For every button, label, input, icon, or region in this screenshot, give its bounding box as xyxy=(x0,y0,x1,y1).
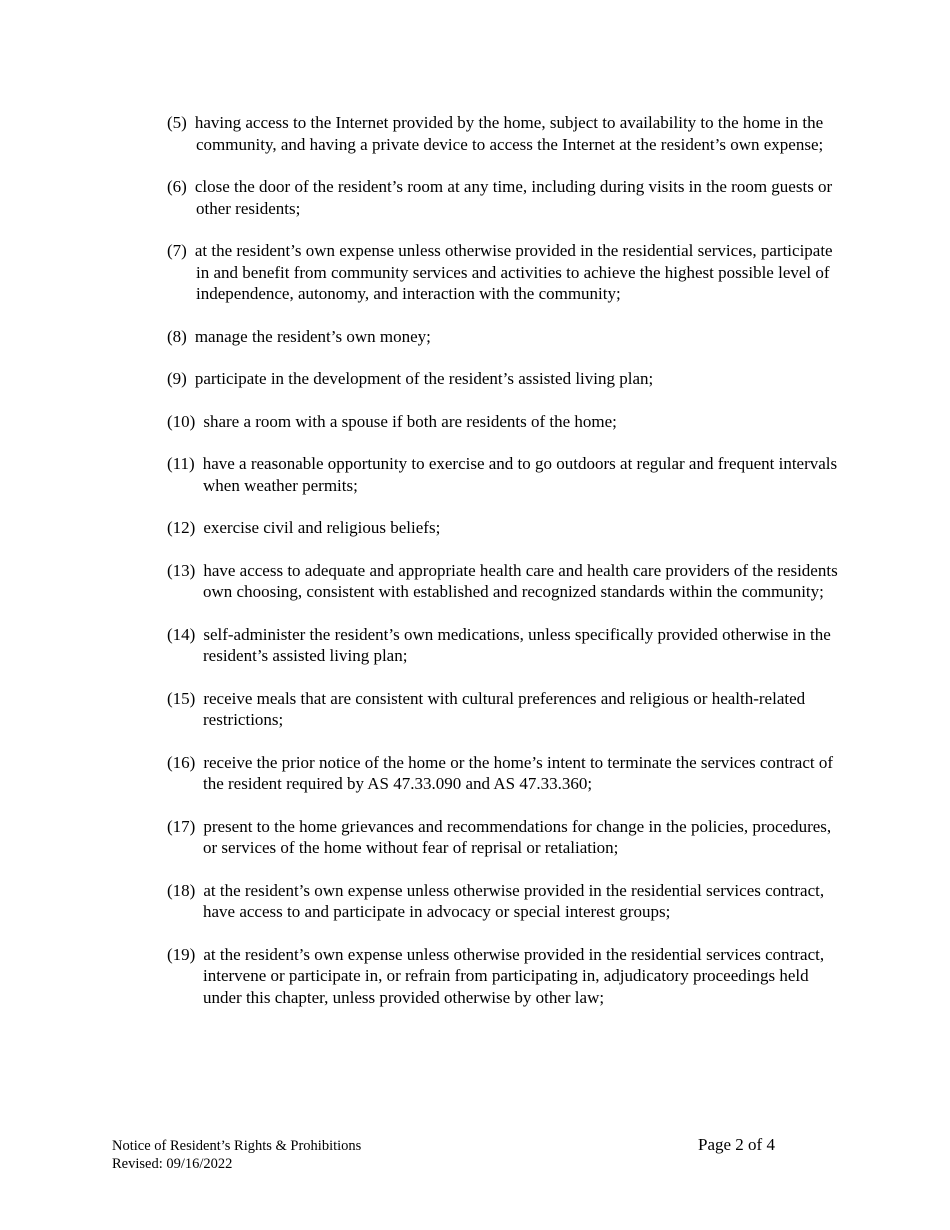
right-item-8 xyxy=(167,326,847,348)
item-text: self-administer the resident’s own medications, unless specifically provided otherwise in the resident’s assisted living plan; xyxy=(203,624,831,665)
item-text: have a reasonable opportunity to exercise and to go outdoors at regular and frequent intervals when weather permits; xyxy=(202,454,838,495)
item-text: close the door of the resident’s room at any time, including during visits in the room guests or other residents; xyxy=(194,177,833,218)
item-number: (10) xyxy=(167,411,196,431)
item-number: (5) xyxy=(167,113,187,132)
item-text: at the resident’s own expense unless otherwise provided in the residential services contract, have access to and participate in advocacy or special interest groups; xyxy=(203,880,825,921)
right-item-9 xyxy=(167,368,847,390)
item-number: (9) xyxy=(167,369,187,388)
item-number: (18) xyxy=(167,880,196,900)
item-text: have access to adequate and appropriate health care and health care providers of the residents own choosing, consistent with established and recognized standards within the community; xyxy=(203,560,838,601)
item-number: (12) xyxy=(167,518,196,537)
item-number: (19) xyxy=(167,944,196,964)
item-text: share a room with a spouse if both are residents of the home; xyxy=(203,411,617,431)
item-number: (7) xyxy=(167,241,187,260)
item-number: (17) xyxy=(167,816,196,836)
item-text: participate in the development of the resident’s assisted living plan; xyxy=(194,369,654,388)
item-text: exercise civil and religious beliefs; xyxy=(203,518,441,537)
item-text: present to the home grievances and recommendations for change in the policies, procedures, or services of the home without fear of reprisal or retaliation; xyxy=(203,816,832,857)
item-number: (6) xyxy=(167,177,187,196)
footer-document-info xyxy=(112,1137,361,1173)
item-number: (13) xyxy=(167,560,196,580)
right-item-16 xyxy=(167,752,847,795)
item-text: manage the resident’s own money; xyxy=(194,326,431,346)
right-item-13 xyxy=(167,560,847,603)
right-item-18 xyxy=(167,880,847,923)
right-item-12 xyxy=(167,517,847,539)
footer-revised-date: Revised: 09/16/2022 xyxy=(112,1156,233,1172)
item-number: (15) xyxy=(167,688,196,708)
item-text: having access to the Internet provided by the home, subject to availability to the home in the community, and having a private device to access the Internet at the resident’s own expense; xyxy=(194,113,824,154)
right-item-11 xyxy=(167,453,847,496)
right-item-17 xyxy=(167,816,847,859)
rights-list xyxy=(167,112,847,1029)
item-text: at the resident’s own expense unless otherwise provided in the residential services, participate in and benefit from community services and activities to achieve the highest possible level of independence, autonomy, and interaction with the community; xyxy=(194,241,833,303)
item-text: at the resident’s own expense unless otherwise provided in the residential services contract, intervene or participate in, or refrain from participating in, adjudicatory proceedings held under this chapter, unless provided otherwise by other law; xyxy=(203,944,825,1007)
right-item-10 xyxy=(167,411,847,433)
item-number: (8) xyxy=(167,326,187,346)
item-number: (14) xyxy=(167,624,196,644)
item-text: receive meals that are consistent with cultural preferences and religious or health-related restrictions; xyxy=(203,688,806,729)
footer-document-title: Notice of Resident’s Rights & Prohibitions xyxy=(112,1138,362,1154)
item-number: (16) xyxy=(167,752,196,772)
item-text: receive the prior notice of the home or the home’s intent to terminate the services contract of the resident required by AS 47.33.090 and AS 47.33.360; xyxy=(203,752,834,793)
right-item-5 xyxy=(167,112,847,155)
right-item-6 xyxy=(167,176,847,219)
footer-page-number: Page 2 of 4 xyxy=(698,1135,775,1154)
item-number: (11) xyxy=(167,454,195,473)
right-item-14 xyxy=(167,624,847,667)
right-item-7 xyxy=(167,240,847,305)
right-item-15 xyxy=(167,688,847,731)
right-item-19 xyxy=(167,944,847,1009)
